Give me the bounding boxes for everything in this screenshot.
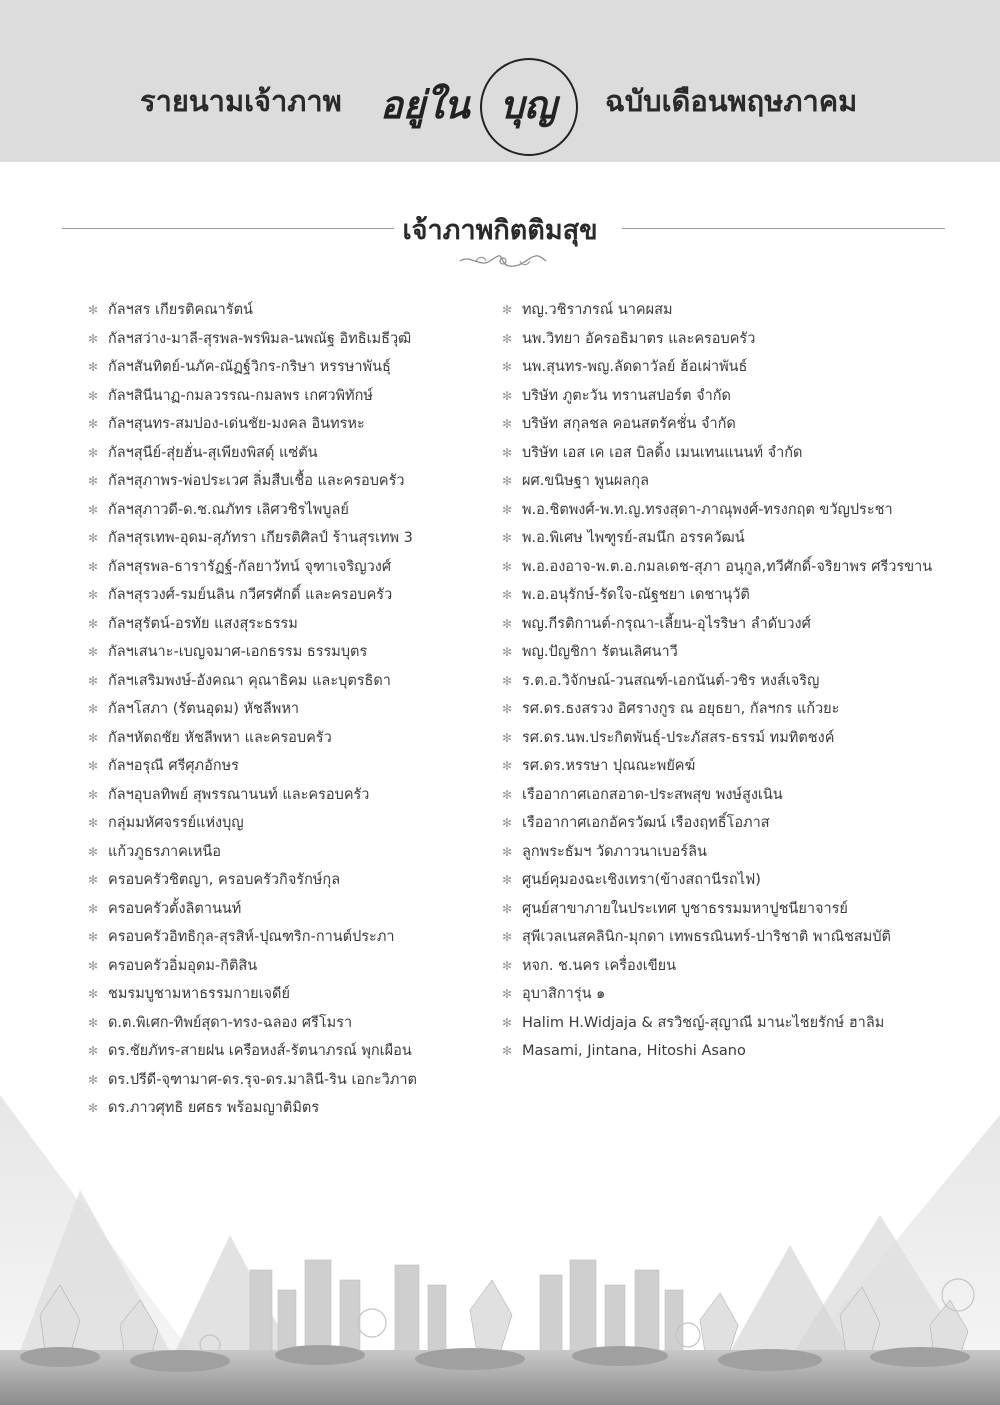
asterisk-bullet-icon: ✻ <box>502 502 513 517</box>
asterisk-bullet-icon: ✻ <box>88 730 99 745</box>
asterisk-bullet-icon: ✻ <box>88 331 99 346</box>
donor-name: นพ.วิทยา อัครอธิมาตร และครอบครัว <box>522 330 756 347</box>
asterisk-bullet-icon: ✻ <box>88 474 99 488</box>
donor-name: พญ.กีรติกานต์-กรุณา-เลี้ยน-อุไรริษา ลำดับวงศ์ <box>522 615 811 632</box>
donor-list-item <box>502 695 972 724</box>
donor-list-item <box>502 724 972 753</box>
asterisk-bullet-icon: ✻ <box>502 445 513 460</box>
donor-list-item <box>502 553 972 582</box>
donor-name: อุบาสิการุ่น ๑ <box>522 986 606 1002</box>
asterisk-bullet-icon: ✻ <box>88 1072 99 1087</box>
title-rule-right <box>622 228 945 229</box>
donor-name: พ.อ.องอาจ-พ.ต.อ.กมลเดช-สุภา อนุกูล,ทวีศักดิ์-จริยาพร ศรีวรขาน <box>522 558 933 575</box>
donor-list-item <box>502 1037 972 1066</box>
donor-list-item <box>502 838 972 867</box>
donor-name: รศ.ดร.นพ.ประกิตพันธุ์-ประภัสสร-ธรรม์ ทมทิตชงค์ <box>522 729 835 746</box>
donor-list-left <box>88 296 493 1123</box>
asterisk-bullet-icon: ✻ <box>502 331 513 346</box>
donor-list-item <box>88 439 493 468</box>
asterisk-bullet-icon: ✻ <box>502 816 513 830</box>
donor-list-item <box>88 1037 493 1066</box>
asterisk-bullet-icon: ✻ <box>502 645 513 659</box>
donor-name: ลูกพระธัมฯ วัดภาวนาเบอร์ลิน <box>522 843 707 860</box>
donor-name: กัลฯสุนทร-สมปอง-เด่นชัย-มงคล อินทรหะ <box>108 416 365 432</box>
asterisk-bullet-icon: ✻ <box>502 303 513 317</box>
donor-list-item <box>502 610 972 639</box>
donor-list-item <box>88 724 493 753</box>
donor-name: กัลฯสินีนาฏ-กมลวรรณ-กมลพร เกศวพิทักษ์ <box>108 387 373 404</box>
asterisk-bullet-icon: ✻ <box>502 901 513 916</box>
donor-name: กัลฯโสภา (รัตนอุดม) หัชลีพหา <box>108 701 300 717</box>
ornament-divider-icon <box>458 252 548 270</box>
logo-word-1: อยู่ใน <box>380 82 470 127</box>
donor-list-item <box>502 524 972 553</box>
donor-list-item <box>502 296 972 325</box>
donor-name: รศ.ดร.หรรษา ปุณณะพยัคฆ์ <box>522 758 696 774</box>
asterisk-bullet-icon: ✻ <box>502 930 513 944</box>
donor-name: กัลฯสว่าง-มาลี-สุรพล-พรพิมล-นพณัฐ อิทธิเมธีวุฒิ <box>108 330 412 347</box>
donor-name: กัลฯสุรเทพ-อุดม-สุภัทรา เกียรติศิลป์ ร้านสุรเทพ 3 <box>108 530 413 546</box>
asterisk-bullet-icon: ✻ <box>502 616 513 631</box>
donor-list-item <box>502 1009 972 1038</box>
asterisk-bullet-icon: ✻ <box>88 987 99 1001</box>
asterisk-bullet-icon: ✻ <box>502 588 513 602</box>
donor-list-item <box>88 752 493 781</box>
donor-name: ชมรมบูชามหาธรรมกายเจดีย์ <box>108 986 290 1002</box>
donor-name: พ.อ.อนุรักษ์-รัดใจ-ณัฐชยา เดชานุวัติ <box>522 587 750 603</box>
asterisk-bullet-icon: ✻ <box>502 958 513 973</box>
asterisk-bullet-icon: ✻ <box>502 388 513 403</box>
donor-list-item <box>88 410 493 439</box>
donor-list-right <box>502 296 972 1066</box>
donor-list-item <box>88 353 493 382</box>
donor-name: ผศ.ขนิษฐา พูนผลกุล <box>522 473 649 489</box>
asterisk-bullet-icon: ✻ <box>502 417 513 431</box>
asterisk-bullet-icon: ✻ <box>502 531 513 545</box>
asterisk-bullet-icon: ✻ <box>88 559 99 574</box>
donor-list-item <box>88 553 493 582</box>
asterisk-bullet-icon: ✻ <box>88 645 99 659</box>
asterisk-bullet-icon: ✻ <box>88 445 99 460</box>
footer-decorative-landscape <box>0 1095 1000 1405</box>
donor-list-item <box>88 638 493 667</box>
donor-name: เรืออากาศเอกอัครวัฒน์ เรืองฤทธิ์โอภาส <box>522 815 770 831</box>
asterisk-bullet-icon: ✻ <box>502 759 513 773</box>
donor-name: นพ.สุนทร-พญ.ลัดดาวัลย์ ฮ้อเผ่าพันธ์ <box>522 359 748 375</box>
donor-name: พ.อ.พิเศษ ไพฑูรย์-สมนึก อรรควัฒน์ <box>522 530 745 546</box>
donor-list-item <box>502 581 972 610</box>
donor-name: กัลฯสุนีย์-สุ่ยฮั่น-สุเพียงพิสดุ์ แซ่ตัน <box>108 444 318 461</box>
section-title: เจ้าภาพกิตติมสุข <box>402 215 598 246</box>
donor-list-item <box>502 496 972 525</box>
donor-name: ดร.ชัยภัทร-สายฝน เครือหงส์-รัตนาภรณ์ พุกเผือน <box>108 1043 412 1059</box>
asterisk-bullet-icon: ✻ <box>88 958 99 973</box>
donor-name: พญ.ปัญชิกา รัตนเลิศนาวี <box>522 644 678 660</box>
donor-list-item <box>88 781 493 810</box>
asterisk-bullet-icon: ✻ <box>502 844 513 859</box>
donor-name: กัลฯสุภาวดี-ด.ช.ณภัทร เลิศวชิรไพบูลย์ <box>108 501 349 518</box>
donor-name: เรืออากาศเอกสอาด-ประสพสุข พงษ์สูงเนิน <box>522 786 783 803</box>
header-banner <box>0 0 1000 162</box>
donor-list-item <box>88 296 493 325</box>
donor-list-item <box>502 781 972 810</box>
header-left-title: รายนามเจ้าภาพ <box>140 84 342 118</box>
asterisk-bullet-icon: ✻ <box>502 360 513 374</box>
donor-list-item <box>502 923 972 952</box>
asterisk-bullet-icon: ✻ <box>88 844 99 859</box>
asterisk-bullet-icon: ✻ <box>88 360 99 374</box>
donor-list-item <box>88 923 493 952</box>
asterisk-bullet-icon: ✻ <box>502 1044 513 1058</box>
donor-list-item <box>502 866 972 895</box>
asterisk-bullet-icon: ✻ <box>88 616 99 631</box>
asterisk-bullet-icon: ✻ <box>502 787 513 802</box>
header-right-title: ฉบับเดือนพฤษภาคม <box>605 84 858 118</box>
asterisk-bullet-icon: ✻ <box>502 1015 513 1030</box>
asterisk-bullet-icon: ✻ <box>88 502 99 517</box>
donor-name: ทญ.วชิราภรณ์ นาคผสม <box>522 302 673 318</box>
asterisk-bullet-icon: ✻ <box>88 303 99 317</box>
donor-list-item <box>88 610 493 639</box>
donor-list-item <box>88 695 493 724</box>
asterisk-bullet-icon: ✻ <box>88 1015 99 1030</box>
asterisk-bullet-icon: ✻ <box>88 588 99 602</box>
donor-list-item <box>502 410 972 439</box>
asterisk-bullet-icon: ✻ <box>502 673 513 688</box>
donor-name: หจก. ช.นคร เครื่องเขียน <box>522 957 677 974</box>
asterisk-bullet-icon: ✻ <box>88 702 99 716</box>
donor-name: รศ.ดร.ธงสรวง อิศรางกูร ณ อยุธยา, กัลฯกร แก้วยะ <box>522 701 840 717</box>
donor-name: Halim H.Widjaja & สรวิชญ์-สุญาณี มานะไชยรักษ์ ฮาลิม <box>522 1014 885 1031</box>
donor-list-item <box>502 382 972 411</box>
asterisk-bullet-icon: ✻ <box>88 787 99 802</box>
donor-name: ครอบครัวชิตญา, ครอบครัวกิจรักษ์กุล <box>108 872 341 888</box>
asterisk-bullet-icon: ✻ <box>88 1044 99 1058</box>
donor-name: กัลฯสันทิตย์-นภัค-ณัฏฐ์วิกร-กริษา หรรษาพันธุ์ <box>108 359 391 375</box>
donor-name: ดร.ปรีดี-จุฑามาศ-ดร.รุจ-ดร.มาลินี-ริน เอกะวิภาต <box>108 1071 417 1088</box>
asterisk-bullet-icon: ✻ <box>502 559 513 574</box>
donor-name: กัลฯอุบลทิพย์ สุพรรณานนท์ และครอบครัว <box>108 786 370 803</box>
asterisk-bullet-icon: ✻ <box>88 388 99 403</box>
donor-name: ครอบครัวตั้งลิตานนท์ <box>108 900 242 917</box>
asterisk-bullet-icon: ✻ <box>88 930 99 944</box>
donor-name: ด.ต.พิเศก-ทิพย์สุดา-ทรง-ฉลอง ศรีโมรา <box>108 1014 353 1031</box>
asterisk-bullet-icon: ✻ <box>88 759 99 773</box>
donor-list-item <box>502 439 972 468</box>
donor-list-item <box>88 382 493 411</box>
donor-list-item <box>502 667 972 696</box>
donor-list-item <box>502 952 972 981</box>
donor-list-item <box>88 325 493 354</box>
donor-name: กัลฯสุรวงศ์-รมย์นลิน กวีศรศักดิ์ และครอบครัว <box>108 587 393 603</box>
donor-list-item <box>502 895 972 924</box>
asterisk-bullet-icon: ✻ <box>88 1101 99 1115</box>
donor-name: ครอบครัวอิ่มอุดม-กิติสิน <box>108 957 258 974</box>
asterisk-bullet-icon: ✻ <box>502 474 513 488</box>
donor-list-item <box>88 1009 493 1038</box>
donor-name: กัลฯสุรัตน์-อรทัย แสงสุระธรรม <box>108 615 298 632</box>
donor-list-item <box>502 353 972 382</box>
donor-list-item <box>502 467 972 496</box>
donor-list-item <box>88 1066 493 1095</box>
donor-list-item <box>502 325 972 354</box>
asterisk-bullet-icon: ✻ <box>88 673 99 688</box>
donor-list-item <box>88 809 493 838</box>
donor-name: กัลฯสุภาพร-พ่อประเวศ ลิ่มสืบเชื้อ และครอบครัว <box>108 473 405 489</box>
donor-name: ครอบครัวอิทธิกุล-สุรสิห์-ปุณฑริก-กานต์ประภา <box>108 929 395 945</box>
asterisk-bullet-icon: ✻ <box>88 417 99 431</box>
asterisk-bullet-icon: ✻ <box>88 901 99 916</box>
logo <box>378 56 603 156</box>
donor-name: ร.ต.อ.วิจักษณ์-วนสณฑ์-เอกนันต์-วชิร หงส์เจริญ <box>522 672 820 689</box>
donor-name: Masami, Jintana, Hitoshi Asano <box>522 1043 746 1059</box>
donor-list-item <box>502 638 972 667</box>
donor-name: ศูนย์คุมองฉะเชิงเทรา(ข้างสถานีรถไฟ) <box>522 872 761 888</box>
donor-name: พ.อ.ชิตพงศ์-พ.ท.ญ.ทรงสุดา-ภาณุพงศ์-ทรงกฤต ขวัญประชา <box>522 501 893 518</box>
donor-name: กัลฯเสนาะ-เบญจมาศ-เอกธรรม ธรรมบุตร <box>108 644 368 660</box>
donor-list-item <box>502 980 972 1009</box>
donor-list-item <box>88 980 493 1009</box>
donor-list-item <box>88 866 493 895</box>
donor-name: บริษัท ภูตะวัน ทรานสปอร์ต จำกัด <box>522 387 731 404</box>
donor-name: กลุ่มมหัศจรรย์แห่งบุญ <box>108 815 244 831</box>
asterisk-bullet-icon: ✻ <box>88 816 99 830</box>
donor-name: บริษัท สกุลชล คอนสตรัคชั่น จำกัด <box>522 416 736 432</box>
asterisk-bullet-icon: ✻ <box>502 987 513 1001</box>
donor-name: ดร.ภาวศุทธิ ยศธร พร้อมญาติมิตร <box>108 1100 320 1116</box>
donor-name: กัลฯอรุณี ศรีศุภอักษร <box>108 758 239 774</box>
donor-name: ศูนย์สาขาภายในประเทศ บูชาธรรมมหาปูชนียาจารย์ <box>522 900 848 917</box>
asterisk-bullet-icon: ✻ <box>88 873 99 887</box>
donor-name: กัลฯเสริมพงษ์-อังคณา คุณาธิคม และบุตรธิดา <box>108 672 391 689</box>
donor-list-item <box>502 809 972 838</box>
donor-name: สุพีเวลเนสคลินิก-มุกดา เทพธรณินทร์-ปาริชาติ พาณิชสมบัติ <box>522 929 891 945</box>
donor-list-item <box>88 838 493 867</box>
donor-list-item <box>88 895 493 924</box>
donor-list-item <box>88 952 493 981</box>
logo-word-2: บุญ <box>500 82 557 127</box>
asterisk-bullet-icon: ✻ <box>502 702 513 716</box>
donor-name: กัลฯหัตถชัย หัชลีพหา และครอบครัว <box>108 729 332 746</box>
donor-name: แก้วภูธรภาคเหนือ <box>108 843 221 860</box>
donor-name: กัลฯสร เกียรติคณารัตน์ <box>108 302 253 318</box>
donor-list-item <box>88 581 493 610</box>
asterisk-bullet-icon: ✻ <box>88 531 99 545</box>
donor-name: กัลฯสุรพล-ธารารัฏฐ์-กัลยาวัทน์ จุฑาเจริญวงศ์ <box>108 558 392 575</box>
donor-list-item <box>88 467 493 496</box>
donor-list-item <box>502 752 972 781</box>
donor-list-item <box>88 667 493 696</box>
donor-name: บริษัท เอส เค เอส บิลดิ้ง เมนเทนแนนท์ จำกัด <box>522 444 803 461</box>
asterisk-bullet-icon: ✻ <box>502 730 513 745</box>
asterisk-bullet-icon: ✻ <box>502 873 513 887</box>
donor-list-item <box>88 524 493 553</box>
donor-list-item <box>88 496 493 525</box>
